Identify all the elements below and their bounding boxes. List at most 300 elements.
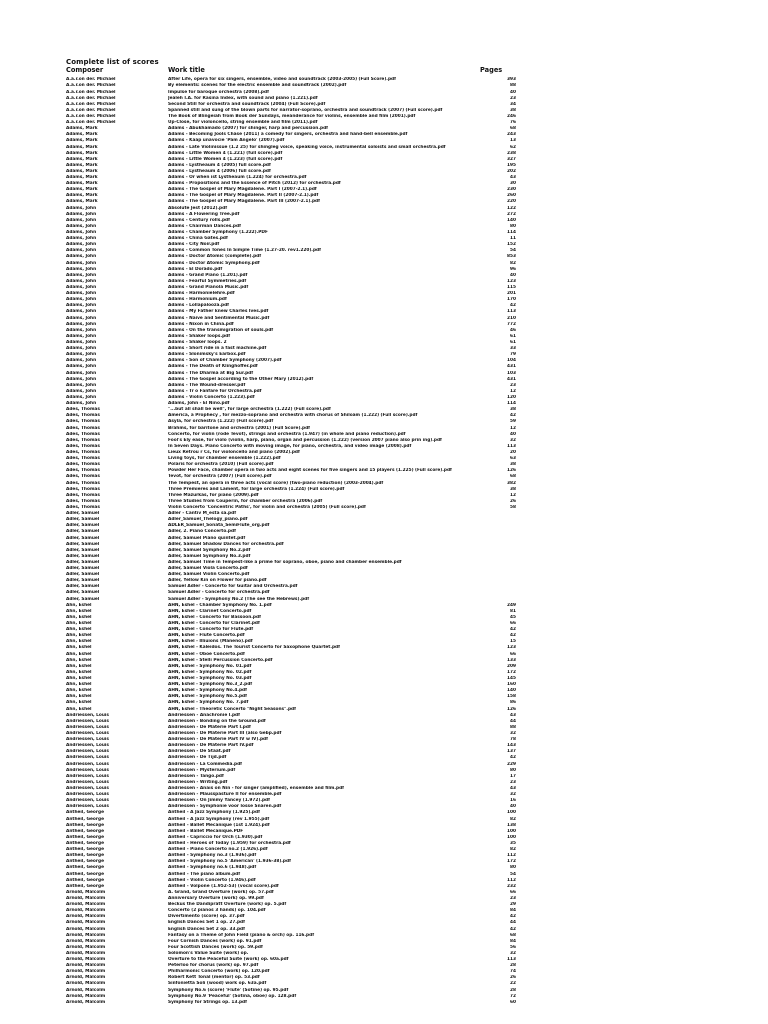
work-title-cell: Polaris for orchestra (2010) (Full score).pdf — [168, 462, 274, 468]
work-title-cell: By elements: scenes for the electric ensemble and soundtrack (2002).pdf — [168, 83, 347, 89]
pages-cell: 42 — [510, 755, 516, 761]
work-title-cell: "...but all shall be well", for large orchestra (1.222) (Full score).pdf — [168, 407, 331, 413]
pages-cell: 114 — [507, 230, 516, 236]
work-title-cell: After Life, opera for six singers, ensemble, video and soundtrack (2003-2005) (Full Score).pdf — [168, 77, 396, 83]
work-title-cell: Adams - Tr o Fanfare for Orchestra.pdf — [168, 388, 262, 394]
composer-cell: Adler, Samuel — [66, 511, 100, 517]
pages-cell: 26 — [510, 975, 516, 981]
composer-cell: Adams, John — [66, 272, 97, 278]
pages-cell: 66 — [510, 889, 516, 895]
pages-cell: 44 — [510, 718, 516, 724]
composer-cell: Adams, John — [66, 211, 97, 217]
work-title-cell: Adams - Kaap unavocie 'Pam Angelo' (2007).pdf — [168, 138, 285, 144]
work-title-cell: Adams - Grand Piano (1.201).pdf — [168, 272, 248, 278]
composer-cell: Adler, Samuel — [66, 523, 100, 529]
composer-cell: Andriessen, Louis — [66, 724, 109, 730]
work-title-cell: Adams - The Gospel of Mary Magdalene. Part III (2007-2.1).pdf — [168, 199, 320, 205]
work-title-cell: Concerto, for violin (rode Tevot), strings and orchestra (1.947) (in whole and piano reduction).pdf — [168, 431, 406, 437]
pages-cell: 84 — [510, 908, 516, 914]
pages-cell: 42 — [510, 914, 516, 920]
pages-cell: 249 — [507, 602, 516, 608]
pages-cell: 137 — [507, 749, 516, 755]
work-title-cell: Living toys, for chamber ensemble (1.222).pdf — [168, 456, 281, 462]
document-title: Complete list of scores — [66, 58, 159, 66]
composer-cell: A.a.r.on der. Michael — [66, 83, 116, 89]
composer-cell: Adams, Mark — [66, 181, 98, 187]
work-title-cell: Andriessen - De Materie Part IV.pdf — [168, 743, 254, 749]
composer-cell: Antheil, George — [66, 883, 104, 889]
work-title-cell: Andriessen - Bonding on the Ground.pdf — [168, 718, 266, 724]
composer-cell: Adams, Mark — [66, 150, 98, 156]
pages-cell: 62 — [510, 144, 516, 150]
composer-cell: Adams, John — [66, 401, 97, 407]
work-title-cell: Adams - Propositions and the Essence of Pitch (2012) for orchestra.pdf — [168, 181, 341, 187]
work-title-cell: Symphony for Strings op. 13.pdf — [168, 999, 247, 1005]
work-title-cell: Jealeh I.A. for Rasina Index, with sound and piano (1.221).pdf — [168, 95, 318, 101]
pages-cell: 76 — [510, 120, 516, 126]
composer-cell: Andriessen, Louis — [66, 798, 109, 804]
composer-cell: Arnold, Malcolm — [66, 963, 106, 969]
pages-cell: 172 — [507, 669, 516, 675]
work-title-cell: Adams - The Gospel of Mary Magdalene. Part I (2007-2.1).pdf — [168, 187, 317, 193]
pages-cell: 232 — [507, 883, 516, 889]
pages-cell: 209 — [507, 663, 516, 669]
pages-cell: 29 — [510, 902, 516, 908]
composer-cell: Adams, John — [66, 242, 97, 248]
pages-cell: 82 — [510, 260, 516, 266]
work-title-cell: Adams - Short ride in a fast machine.pdf — [168, 346, 267, 352]
work-title-cell: Adams - Lollapalooza.pdf — [168, 303, 230, 309]
pages-cell: 58 — [510, 504, 516, 510]
work-title-cell: The Tempest, an opera in three acts (vocal score) (two-piano reduction) (2003-2004).pdf — [168, 480, 384, 486]
pages-cell: 81 — [510, 608, 516, 614]
pages-cell: 103 — [507, 370, 516, 376]
composer-cell: Ahn, Eshel — [66, 688, 92, 694]
composer-cell: Antheil, George — [66, 853, 104, 859]
composer-cell: Arnold, Malcolm — [66, 932, 106, 938]
work-title-cell: Three Premieres and Lament, for large orchestra (1.224) (Full score).pdf — [168, 486, 345, 492]
work-title-cell: Antheil - Heroes of Today (1.959) for orchestra.pdf — [168, 840, 291, 846]
work-title-cell: Adams - Common Tones In Simple Time (1.27-20. rev1.220).pdf — [168, 248, 321, 254]
work-title-cell: Adams - City Noir.pdf — [168, 242, 220, 248]
work-title-cell: Andriessen - Anaïs on Nin - for singer (amplified), ensemble and film.pdf — [168, 785, 345, 791]
pages-cell: 143 — [507, 743, 516, 749]
pages-cell: 42 — [510, 627, 516, 633]
work-title-cell: Adams - Lystheaum 4 (2005) full score.pdf — [168, 162, 271, 168]
pages-cell: 160 — [507, 682, 516, 688]
work-title-cell: AHN, Eshel - Concerto for Clarinet.pdf — [168, 621, 260, 627]
pages-cell: 33 — [510, 346, 516, 352]
composer-cell: Andriessen, Louis — [66, 779, 109, 785]
work-title-cell: Andriessen - De Materie Part III (also Gebp.pdf — [168, 731, 282, 736]
work-title-cell: Three Studies from Couperin, for chamber orchestra (2006).pdf — [168, 498, 323, 504]
pages-cell: 853 — [507, 254, 516, 260]
composer-cell: Adler, Samuel — [66, 547, 100, 553]
composer-cell: Adams, John — [66, 230, 97, 236]
work-title-cell: Adler_Samuel_Thelogy_piano.pdf — [168, 517, 248, 523]
composer-cell: Adams, John — [66, 303, 97, 309]
pages-cell: 43 — [510, 175, 516, 181]
composer-cell: Ades, Thomas — [66, 419, 100, 425]
work-title-cell: Violin Concerto 'Concentric Paths', for violin and orchestra (2005) (Full score).pdf — [168, 504, 366, 510]
composer-cell: Adams, Mark — [66, 168, 98, 174]
work-title-cell: Four Cornish Dances (work) op. 91.pdf — [168, 938, 262, 944]
composer-cell: Arnold, Malcolm — [66, 987, 106, 993]
composer-cell: Andriessen, Louis — [66, 785, 109, 791]
pages-cell: 78 — [510, 737, 516, 743]
composer-cell: Ahn, Eshel — [66, 706, 92, 712]
composer-cell: Adams, John — [66, 364, 97, 370]
pages-cell: 201 — [507, 291, 516, 297]
composer-cell: Adler, Samuel — [66, 517, 100, 523]
composer-cell: Adams, John — [66, 321, 97, 327]
composer-cell: Ahn, Eshel — [66, 669, 92, 675]
pages-cell: 80 — [510, 223, 516, 229]
pages-cell: 772 — [507, 321, 516, 327]
work-title-cell: Antheil - Symphony no.6 (1.948).pdf — [168, 865, 257, 871]
work-title-cell: Adams - Grand Pianola Music.pdf — [168, 285, 249, 291]
pages-cell: 382 — [507, 480, 516, 486]
work-title-cell: Second Still for orchestra and soundtrack (2004) (Full Score).pdf — [168, 101, 326, 107]
composer-cell: Ades, Thomas — [66, 486, 100, 492]
pages-cell: 122 — [507, 205, 516, 211]
pages-cell: 63 — [510, 456, 516, 462]
work-title-cell: Adams - Chamber Symphony (1.222).PDF — [168, 230, 268, 236]
work-title-cell: Antheil - Violin Concerto (1.946).pdf — [168, 877, 256, 883]
pages-cell: 46 — [510, 327, 516, 333]
pages-cell: 114 — [507, 401, 516, 407]
work-title-cell: Samuel Adler - Concerto for orchestra.pdf — [168, 590, 270, 596]
pages-cell: 113 — [507, 957, 516, 963]
composer-cell: Antheil, George — [66, 877, 104, 883]
composer-cell: Ades, Thomas — [66, 456, 100, 462]
work-title-cell: Asyla, for orchestra (1.222) (Full score).pdf — [168, 419, 274, 425]
work-title-cell: AHN, Eshel - Concerto for Bassoon.pdf — [168, 614, 261, 620]
work-title-cell: Andriessen - Mausspasture II for ensemble.pdf — [168, 792, 282, 798]
composer-cell: Andriessen, Louis — [66, 718, 109, 724]
pages-cell: 32 — [510, 437, 516, 443]
work-title-cell: English Dances Set 1 op. 27.pdf — [168, 920, 246, 926]
work-title-cell: AHN, Eshel - Clarinet Concerto.pdf — [168, 608, 252, 614]
composer-cell: Antheil, George — [66, 810, 104, 816]
pages-cell: 158 — [507, 694, 516, 700]
work-title-cell: Adler, Samuel Shadow Dances for orchestra.pdf — [168, 541, 284, 547]
work-title-cell: Impulse for baroque orchestra (2008).pdf — [168, 89, 269, 95]
composer-cell: Adams, John — [66, 333, 97, 339]
composer-cell: Adams, Mark — [66, 156, 98, 162]
pages-cell: 126 — [507, 706, 516, 712]
pages-cell: 96 — [510, 266, 516, 272]
work-title-cell: Adler, Samuel Viola Concerto.pdf — [168, 566, 248, 572]
pages-cell: 133 — [507, 657, 516, 663]
work-title-cell: Andriessen - De Materie Part I.pdf — [168, 724, 251, 730]
work-title-cell: Adams - The Death of Klinghoffer.pdf — [168, 364, 258, 370]
pages-cell: 238 — [507, 150, 516, 156]
composer-cell: Adams, John — [66, 346, 97, 352]
work-title-cell: Adams, John - El Nino.pdf — [168, 401, 230, 407]
pages-cell: 66 — [510, 621, 516, 627]
composer-cell: A.a.r.on der. Michael — [66, 120, 116, 126]
composer-cell: Antheil, George — [66, 828, 104, 834]
composer-cell: Adams, Mark — [66, 193, 98, 199]
pages-cell: 38 — [510, 407, 516, 413]
pages-cell: 26 — [510, 498, 516, 504]
pages-cell: 16 — [510, 798, 516, 804]
composer-cell: Adler, Samuel — [66, 584, 100, 590]
pages-cell: 54 — [510, 871, 516, 877]
composer-cell: Ahn, Eshel — [66, 621, 92, 627]
composer-cell: Andriessen, Louis — [66, 737, 109, 743]
work-title-cell: Overture to the Peaceful Suite (work) op. 60a.pdf — [168, 957, 289, 963]
composer-cell: Adams, John — [66, 376, 97, 382]
pages-cell: 38 — [510, 486, 516, 492]
work-title-cell: AHN, Eshel - Symphony No.3_2.pdf — [168, 682, 253, 688]
work-title-cell: Adams - Little Women 4 (1.221) (full score).pdf — [168, 150, 283, 156]
column-header-pages: Pages — [480, 66, 503, 74]
work-title-cell: AHN, Eshel - Stelli Percussion Concerto.pdf — [168, 657, 273, 663]
composer-cell: Adams, John — [66, 297, 97, 303]
composer-cell: Arnold, Malcolm — [66, 938, 106, 944]
composer-cell: Adler, Samuel — [66, 578, 100, 584]
composer-cell: Adams, John — [66, 340, 97, 345]
work-title-cell: Antheil - Capriccio for Orch (1.930).pdf — [168, 834, 263, 840]
work-title-cell: Adams - The Wound-dresser.pdf — [168, 382, 246, 388]
pages-cell: 40 — [510, 272, 516, 278]
pages-cell: 68 — [510, 126, 516, 132]
pages-cell: 100 — [507, 834, 516, 840]
composer-cell: Adler, Samuel — [66, 559, 100, 565]
composer-cell: Ahn, Eshel — [66, 700, 92, 706]
pages-cell: 123 — [507, 645, 516, 651]
pages-cell: 68 — [510, 474, 516, 480]
work-title-cell: Anniversary Overture (work) op. 99.pdf — [168, 895, 264, 901]
composer-cell: Adams, John — [66, 382, 97, 388]
composer-cell: A.a.r.on der. Michael — [66, 113, 116, 119]
pages-cell: 74 — [510, 969, 516, 975]
composer-cell: Adams, John — [66, 327, 97, 333]
composer-cell: Adler, Samuel — [66, 535, 100, 541]
work-title-cell: AHN, Eshel - Symphony No.5.pdf — [168, 694, 247, 700]
pages-cell: 32 — [510, 731, 516, 736]
pages-cell: 22 — [510, 981, 516, 987]
work-title-cell: Andriessen - On Jimmy Yancey (1.972).pdf — [168, 798, 270, 804]
composer-cell: Antheil, George — [66, 859, 104, 865]
pages-cell: 82 — [510, 847, 516, 853]
work-title-cell: Beckus the Dandipratt Overture (work) op. 5.pdf — [168, 902, 287, 908]
composer-cell: Adler, Samuel — [66, 596, 100, 602]
work-title-cell: Andriessen - Symphonie voor losse Snaren.pdf — [168, 804, 282, 810]
composer-cell: Arnold, Malcolm — [66, 908, 106, 914]
pages-cell: 431 — [507, 364, 516, 370]
work-title-cell: Adler, Samuel Symphony No.2.pdf — [168, 547, 251, 553]
work-title-cell: Adler - Cantiv M_esta sa.pdf — [168, 511, 237, 517]
composer-cell: Adams, Mark — [66, 199, 98, 205]
work-title-cell: AHN, Eshel - Theoretic Concerto "Night Seasons".pdf — [168, 706, 296, 712]
work-title-cell: Four Scottish Dances (work) op. 59.pdf — [168, 944, 263, 950]
work-title-cell: Adler, Samuel Piano quintet.pdf — [168, 535, 246, 541]
composer-cell: Adams, John — [66, 358, 97, 364]
composer-cell: Adams, John — [66, 260, 97, 266]
work-title-cell: Adams - Slonimsky's Earbox.pdf — [168, 352, 246, 358]
pages-cell: 56 — [510, 944, 516, 950]
pages-cell: 17 — [510, 773, 516, 779]
work-title-cell: Adams - Harmonielehre.pdf — [168, 291, 235, 297]
pages-cell: 80 — [510, 865, 516, 871]
pages-cell: 54 — [510, 248, 516, 254]
work-title-cell: Adams - The Gospel according to the Other Mary (2012).pdf — [168, 376, 314, 382]
composer-cell: Adams, John — [66, 285, 97, 291]
work-title-cell: Adams - El Dorado.pdf — [168, 266, 223, 272]
composer-cell: Andriessen, Louis — [66, 743, 109, 749]
pages-cell: 126 — [507, 468, 516, 474]
pages-cell: 20 — [510, 449, 516, 455]
work-title-cell: Adler, Samuel Symphony No.3.pdf — [168, 553, 251, 559]
composer-cell: Adams, John — [66, 248, 97, 254]
pages-cell: 140 — [507, 217, 516, 223]
pages-cell: 79 — [510, 352, 516, 358]
composer-cell: Adams, John — [66, 278, 97, 284]
composer-cell: Arnold, Malcolm — [66, 993, 106, 999]
pages-cell: 23 — [510, 95, 516, 101]
work-title-cell: AHN, Eshel - Flute Concerto.pdf — [168, 633, 245, 639]
pages-cell: 88 — [510, 724, 516, 730]
work-title-cell: Andriessen - La Commedia.pdf — [168, 761, 243, 767]
composer-cell: Ahn, Eshel — [66, 676, 92, 682]
work-title-cell: Adler, Samuel Time in Tempest-like a prime for soprano, oboe, piano and chamber ensemble.pdf — [168, 559, 402, 565]
pages-cell: 88 — [510, 83, 516, 89]
pages-cell: 66 — [510, 651, 516, 657]
pages-cell: 13 — [510, 138, 516, 144]
work-title-cell: AHN, Eshel - Symphony No. 02.pdf — [168, 669, 252, 675]
composer-cell: Antheil, George — [66, 865, 104, 871]
composer-cell: Antheil, George — [66, 834, 104, 840]
work-title-cell: Antheil - Symphony no.3 (1.936).pdf — [168, 853, 257, 859]
composer-cell: Arnold, Malcolm — [66, 902, 106, 908]
composer-cell: Antheil, George — [66, 840, 104, 846]
work-title-cell: Adams - Violin Concerto (1.223).pdf — [168, 394, 255, 400]
pages-cell: 30 — [510, 181, 516, 187]
composer-cell: Antheil, George — [66, 816, 104, 822]
work-title-cell: AHN, Eshel - Symphony No. 7.pdf — [168, 700, 249, 706]
composer-cell: Ahn, Eshel — [66, 614, 92, 620]
pages-cell: 195 — [507, 162, 516, 168]
pages-cell: 202 — [507, 168, 516, 174]
pages-cell: 43 — [510, 712, 516, 718]
pages-cell: 32 — [510, 792, 516, 798]
composer-cell: Ahn, Eshel — [66, 608, 92, 614]
composer-cell: Ades, Thomas — [66, 462, 100, 468]
composer-cell: Ades, Thomas — [66, 407, 100, 413]
composer-cell: A.a.r.on der. Michael — [66, 77, 116, 83]
work-title-cell: Andriessen - De Materie Part IV w IV).pdf — [168, 737, 268, 743]
pages-cell: 44 — [510, 920, 516, 926]
pages-cell: 138 — [507, 822, 516, 828]
composer-cell: Andriessen, Louis — [66, 761, 109, 767]
pages-cell: 40 — [510, 804, 516, 810]
pages-cell: 40 — [510, 89, 516, 95]
pages-cell: 60 — [510, 999, 516, 1005]
work-title-cell: Adams - Becoming Jools Chase (2011) a comedy for singers, orchestra and hand-bell ensemble.pdf — [168, 132, 408, 138]
pages-cell: 80 — [510, 767, 516, 773]
work-title-cell: Antheil - The piano album.pdf — [168, 871, 241, 877]
pages-cell: 72 — [510, 993, 516, 999]
work-title-cell: AHN, Eshel - Concerto for Flute.pdf — [168, 627, 254, 633]
composer-cell: Adams, Mark — [66, 187, 98, 193]
work-title-cell: Powder Her Face, chamber opera in two acts and eight scenes for five singers and 15 players (1.225) (Full score).pdf — [168, 468, 452, 474]
work-title-cell: Adams - Nixon in China.pdf — [168, 321, 234, 327]
work-title-cell: America, a Prophecy , for mezzo-soprano and orchestra with chorus of Shiloam (1.222) (Full score).pdf — [168, 413, 418, 419]
work-title-cell: Antheil - Symphony no.5 'American' (1.936-38).pdf — [168, 859, 291, 865]
pages-cell: 12 — [510, 492, 516, 498]
composer-cell: Antheil, George — [66, 871, 104, 877]
work-title-cell: Antheil - A Jazz Symphony (rev 1.955).pdf — [168, 816, 270, 822]
pages-cell: 112 — [507, 853, 516, 859]
work-title-cell: Adams - Doctor Atomic Symphony.pdf — [168, 260, 260, 266]
pages-cell: 431 — [507, 376, 516, 382]
work-title-cell: Adams - Chairman Dances.pdf — [168, 223, 241, 229]
pages-cell: 260 — [507, 193, 516, 199]
composer-cell: Ahn, Eshel — [66, 682, 92, 688]
composer-cell: Ades, Thomas — [66, 498, 100, 504]
work-title-cell: AHN, Eshel - Chamber Symphony No. 1.pdf — [168, 602, 272, 608]
pages-cell: 210 — [507, 315, 516, 321]
pages-cell: 40 — [510, 431, 516, 437]
composer-cell: Adler, Samuel — [66, 572, 100, 578]
pages-cell: 42 — [510, 926, 516, 932]
pages-cell: 12 — [510, 425, 516, 431]
composer-cell: Ahn, Eshel — [66, 633, 92, 639]
composer-cell: Adams, Mark — [66, 126, 98, 132]
composer-cell: Arnold, Malcolm — [66, 981, 106, 987]
pages-cell: 61 — [510, 333, 516, 339]
pages-cell: 100 — [507, 828, 516, 834]
work-title-cell: Symphony No.9 'Peaceful' (Sotina, oboe) op. 128.pdf — [168, 993, 297, 999]
work-title-cell: Adams - The Dharma at Big Sur.pdf — [168, 370, 254, 376]
work-title-cell: Adams - Shaker loops. 2 — [168, 340, 227, 345]
pages-cell: 84 — [510, 938, 516, 944]
work-title-cell: AHN, Eshel - Symphony No.4.pdf — [168, 688, 247, 694]
work-title-cell: Robert Kett Tonal (mentor) op. 53.pdf — [168, 975, 260, 981]
pages-cell: 172 — [507, 859, 516, 865]
composer-cell: Adams, John — [66, 309, 97, 315]
composer-cell: Ades, Thomas — [66, 504, 100, 510]
work-title-cell: ADLER_Samuel_Sonata_SemiFlute_org.pdf — [168, 523, 270, 529]
pages-cell: 42 — [510, 303, 516, 309]
work-title-cell: AHN, Eshel - Symphony No. 03.pdf — [168, 676, 252, 682]
composer-cell: Ades, Thomas — [66, 480, 100, 486]
composer-cell: A.a.r.on der. Michael — [66, 107, 116, 113]
pages-cell: 23 — [510, 779, 516, 785]
work-title-cell: Adams - Lystheaum 4 (2006) full score.pdf — [168, 168, 271, 174]
composer-cell: Arnold, Malcolm — [66, 895, 106, 901]
work-title-cell: Andriessen - De Staat.pdf — [168, 749, 231, 755]
work-title-cell: Adler, Samuel Violin Concerto.pdf — [168, 572, 250, 578]
composer-cell: Ahn, Eshel — [66, 651, 92, 657]
work-title-cell: Sinfonietta Soli (wood) work op. 63a.pdf — [168, 981, 267, 987]
composer-cell: Adams, John — [66, 352, 97, 358]
pages-cell: 170 — [507, 297, 516, 303]
pages-cell: 86 — [510, 700, 516, 706]
composer-cell: A.a.r.on der. Michael — [66, 95, 116, 101]
composer-cell: Adler, Samuel — [66, 529, 100, 535]
work-title-cell: Adams - Abukhamado (2007) for shinger, harp and percussion.pdf — [168, 126, 329, 132]
pages-cell: 113 — [507, 309, 516, 315]
pages-cell: 152 — [507, 242, 516, 248]
composer-cell: Arnold, Malcolm — [66, 914, 106, 920]
work-title-cell: Antheil - Piano Concerto no.2 (1.926).pdf — [168, 847, 268, 853]
work-title-cell: Adams - On the transmigration of souls.pdf — [168, 327, 274, 333]
pages-cell: 140 — [507, 688, 516, 694]
